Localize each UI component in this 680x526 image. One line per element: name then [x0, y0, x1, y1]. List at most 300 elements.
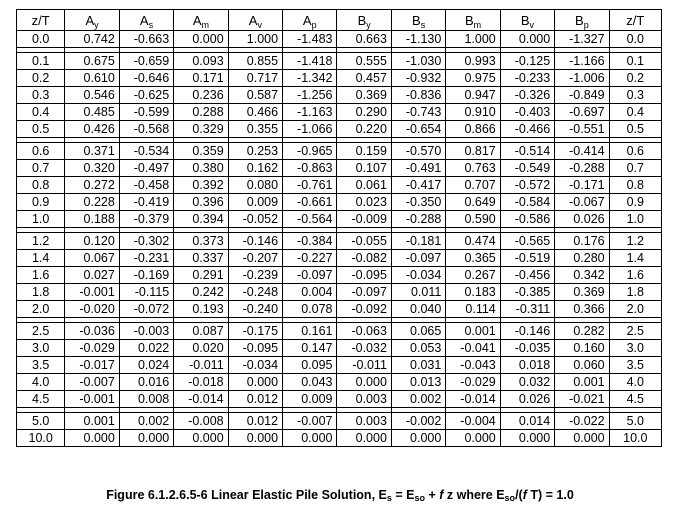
coefficient-cell: 0.272: [65, 177, 119, 194]
coefficient-cell: 0.009: [283, 391, 337, 408]
coefficient-cell: -0.697: [555, 104, 609, 121]
coefficient-cell: 0.369: [337, 87, 391, 104]
coefficient-cell: -0.067: [555, 194, 609, 211]
column-header: [228, 10, 282, 31]
depth-cell: 0.4: [17, 104, 65, 121]
coefficient-cell: -0.146: [228, 233, 282, 250]
coefficient-cell: -0.743: [391, 104, 445, 121]
coefficient-cell: 0.176: [555, 233, 609, 250]
table-row: [17, 250, 662, 267]
coefficient-cell: -0.288: [555, 160, 609, 177]
coefficient-cell: -0.414: [555, 143, 609, 160]
coefficient-cell: -0.007: [283, 413, 337, 430]
coefficient-cell: 0.817: [446, 143, 500, 160]
coefficient-cell: -0.599: [119, 104, 173, 121]
coefficient-table: [16, 9, 662, 447]
caption-eso-sub: so: [414, 493, 425, 503]
coefficient-cell: -0.350: [391, 194, 445, 211]
coefficient-cell: 0.555: [337, 53, 391, 70]
depth-cell: 1.4: [17, 250, 65, 267]
depth-cell: 0.8: [17, 177, 65, 194]
coefficient-cell: 0.024: [119, 357, 173, 374]
coefficient-cell: 0.193: [174, 301, 228, 318]
depth-cell: 1.6: [609, 267, 661, 284]
coefficient-cell: 0.060: [555, 357, 609, 374]
coefficient-cell: -0.233: [500, 70, 554, 87]
coefficient-cell: 0.002: [391, 391, 445, 408]
coefficient-cell: 0.396: [174, 194, 228, 211]
table-row: [17, 233, 662, 250]
coefficient-cell: -0.175: [228, 323, 282, 340]
coefficient-cell: 0.220: [337, 121, 391, 138]
coefficient-cell: -1.066: [283, 121, 337, 138]
table-row: [17, 177, 662, 194]
coefficient-cell: -0.863: [283, 160, 337, 177]
coefficient-cell: 1.000: [228, 31, 282, 48]
coefficient-cell: -0.965: [283, 143, 337, 160]
coefficient-cell: -0.761: [283, 177, 337, 194]
table-row: [17, 430, 662, 447]
coefficient-cell: -0.055: [337, 233, 391, 250]
column-header: [65, 10, 119, 31]
coefficient-cell: 0.018: [500, 357, 554, 374]
coefficient-cell: 0.159: [337, 143, 391, 160]
coefficient-cell: -0.001: [65, 284, 119, 301]
coefficient-cell: -0.564: [283, 211, 337, 228]
depth-cell: 0.9: [609, 194, 661, 211]
coefficient-cell: -0.497: [119, 160, 173, 177]
coefficient-cell: -0.311: [500, 301, 554, 318]
coefficient-cell: 0.183: [446, 284, 500, 301]
coefficient-cell: -0.586: [500, 211, 554, 228]
coefficient-cell: 0.000: [174, 430, 228, 447]
caption-eso2-sub: so: [504, 493, 516, 503]
coefficient-cell: -0.836: [391, 87, 445, 104]
depth-cell: 1.0: [609, 211, 661, 228]
coefficient-cell: 0.013: [391, 374, 445, 391]
coefficient-cell: -0.240: [228, 301, 282, 318]
coefficient-cell: -0.565: [500, 233, 554, 250]
coefficient-cell: 0.000: [283, 430, 337, 447]
coefficient-cell: -0.082: [337, 250, 391, 267]
coefficient-cell: -0.239: [228, 267, 282, 284]
table-body: [17, 31, 662, 447]
coefficient-cell: -0.419: [119, 194, 173, 211]
table-row: [17, 374, 662, 391]
coefficient-cell: 0.000: [446, 430, 500, 447]
coefficient-cell: 0.369: [555, 284, 609, 301]
column-header: [337, 10, 391, 31]
coefficient-cell: -0.097: [391, 250, 445, 267]
coefficient-cell: 0.365: [446, 250, 500, 267]
depth-cell: 0.1: [609, 53, 661, 70]
column-header-subscript: v: [529, 19, 535, 30]
table-header-row: [17, 10, 662, 31]
column-header: [17, 10, 65, 31]
depth-cell: 0.0: [609, 31, 661, 48]
coefficient-cell: 0.910: [446, 104, 500, 121]
column-header-subscript: v: [257, 19, 262, 30]
coefficient-cell: -0.227: [283, 250, 337, 267]
coefficient-cell: -0.625: [119, 87, 173, 104]
coefficient-cell: -0.458: [119, 177, 173, 194]
coefficient-cell: -0.248: [228, 284, 282, 301]
coefficient-cell: 0.947: [446, 87, 500, 104]
coefficient-cell: -0.663: [119, 31, 173, 48]
coefficient-cell: 0.000: [391, 430, 445, 447]
coefficient-cell: 0.022: [119, 340, 173, 357]
column-header: [391, 10, 445, 31]
coefficient-cell: 0.027: [65, 267, 119, 284]
coefficient-cell: -0.534: [119, 143, 173, 160]
depth-cell: 1.4: [609, 250, 661, 267]
depth-cell: 2.5: [17, 323, 65, 340]
coefficient-cell: -0.003: [119, 323, 173, 340]
depth-cell: 3.5: [609, 357, 661, 374]
depth-cell: 0.3: [17, 87, 65, 104]
figure-caption: [0, 488, 680, 502]
column-header: [609, 10, 661, 31]
depth-cell: 1.8: [17, 284, 65, 301]
coefficient-cell: 0.649: [446, 194, 500, 211]
coefficient-cell: -0.568: [119, 121, 173, 138]
column-header-label: A: [139, 12, 149, 28]
coefficient-cell: 0.009: [228, 194, 282, 211]
coefficient-cell: -0.063: [337, 323, 391, 340]
coefficient-cell: 0.366: [555, 301, 609, 318]
depth-cell: 0.0: [17, 31, 65, 48]
coefficient-cell: 0.610: [65, 70, 119, 87]
coefficient-cell: -0.018: [174, 374, 228, 391]
column-header-label: A: [302, 12, 312, 28]
coefficient-cell: 0.236: [174, 87, 228, 104]
coefficient-cell: 0.457: [337, 70, 391, 87]
depth-cell: 0.9: [17, 194, 65, 211]
depth-cell: 3.5: [17, 357, 65, 374]
coefficient-cell: 0.188: [65, 211, 119, 228]
coefficient-cell: 0.016: [119, 374, 173, 391]
coefficient-cell: -1.163: [283, 104, 337, 121]
table-row: [17, 413, 662, 430]
depth-cell: 0.4: [609, 104, 661, 121]
depth-cell: 5.0: [17, 413, 65, 430]
coefficient-cell: -0.384: [283, 233, 337, 250]
coefficient-cell: 0.003: [337, 413, 391, 430]
coefficient-cell: 0.065: [391, 323, 445, 340]
column-header-subscript: s: [420, 19, 426, 30]
caption-div-open: /(: [515, 488, 523, 502]
coefficient-cell: -1.166: [555, 53, 609, 70]
table-row: [17, 160, 662, 177]
coefficient-cell: -0.181: [391, 233, 445, 250]
table-row: [17, 267, 662, 284]
coefficient-cell: 0.763: [446, 160, 500, 177]
depth-cell: 0.7: [17, 160, 65, 177]
coefficient-cell: -0.029: [446, 374, 500, 391]
column-header-subscript: m: [473, 19, 482, 30]
coefficient-cell: -0.125: [500, 53, 554, 70]
column-header: [555, 10, 609, 31]
coefficient-cell: 0.242: [174, 284, 228, 301]
coefficient-cell: -0.011: [174, 357, 228, 374]
coefficient-cell: 0.053: [391, 340, 445, 357]
depth-cell: 1.6: [17, 267, 65, 284]
coefficient-cell: -0.551: [555, 121, 609, 138]
depth-cell: 0.5: [17, 121, 65, 138]
column-header: [283, 10, 337, 31]
coefficient-cell: -1.483: [283, 31, 337, 48]
coefficient-cell: 0.590: [446, 211, 500, 228]
caption-es-sub: s: [386, 493, 392, 503]
coefficient-cell: -0.519: [500, 250, 554, 267]
coefficient-cell: 0.320: [65, 160, 119, 177]
coefficient-cell: -0.008: [174, 413, 228, 430]
column-header-label: B: [575, 12, 584, 28]
column-header-label: z/T: [626, 12, 645, 28]
coefficient-cell: -0.379: [119, 211, 173, 228]
coefficient-cell: -0.017: [65, 357, 119, 374]
coefficient-cell: 0.282: [555, 323, 609, 340]
coefficient-cell: 0.000: [65, 430, 119, 447]
coefficient-cell: -0.661: [283, 194, 337, 211]
table-row: [17, 87, 662, 104]
coefficient-cell: -0.097: [337, 284, 391, 301]
coefficient-cell: 0.067: [65, 250, 119, 267]
column-header-subscript: p: [583, 19, 589, 30]
coefficient-cell: 0.342: [555, 267, 609, 284]
column-header: [446, 10, 500, 31]
coefficient-cell: -0.115: [119, 284, 173, 301]
coefficient-cell: -0.004: [446, 413, 500, 430]
table-row: [17, 31, 662, 48]
coefficient-cell: -0.514: [500, 143, 554, 160]
depth-cell: 0.3: [609, 87, 661, 104]
coefficient-cell: 0.020: [174, 340, 228, 357]
coefficient-cell: 0.975: [446, 70, 500, 87]
coefficient-cell: 0.253: [228, 143, 282, 160]
coefficient-cell: -1.327: [555, 31, 609, 48]
depth-cell: 0.2: [609, 70, 661, 87]
coefficient-cell: 0.675: [65, 53, 119, 70]
coefficient-cell: 0.392: [174, 177, 228, 194]
coefficient-cell: 0.160: [555, 340, 609, 357]
coefficient-cell: 0.032: [500, 374, 554, 391]
coefficient-cell: -0.011: [337, 357, 391, 374]
coefficient-cell: 0.001: [555, 374, 609, 391]
depth-cell: 0.1: [17, 53, 65, 70]
table-row: [17, 70, 662, 87]
coefficient-cell: 0.003: [337, 391, 391, 408]
coefficient-cell: 0.280: [555, 250, 609, 267]
coefficient-cell: -0.466: [500, 121, 554, 138]
table-row: [17, 340, 662, 357]
table-row: [17, 211, 662, 228]
coefficient-cell: -0.032: [337, 340, 391, 357]
coefficient-cell: -1.418: [283, 53, 337, 70]
coefficient-cell: 0.742: [65, 31, 119, 48]
coefficient-cell: 0.474: [446, 233, 500, 250]
coefficient-cell: 0.061: [337, 177, 391, 194]
table-row: [17, 301, 662, 318]
coefficient-cell: -0.041: [446, 340, 500, 357]
coefficient-cell: 0.008: [119, 391, 173, 408]
coefficient-cell: 0.466: [228, 104, 282, 121]
column-header-subscript: y: [94, 19, 99, 30]
coefficient-cell: 0.120: [65, 233, 119, 250]
table-row: [17, 143, 662, 160]
caption-z-part: z where E: [443, 488, 505, 502]
coefficient-cell: 0.080: [228, 177, 282, 194]
coefficient-cell: -0.097: [283, 267, 337, 284]
coefficient-cell: 0.095: [283, 357, 337, 374]
table-row: [17, 357, 662, 374]
column-header-label: z/T: [31, 12, 50, 28]
depth-cell: 10.0: [17, 430, 65, 447]
caption-f-symbol: f: [439, 488, 444, 502]
coefficient-cell: -0.043: [446, 357, 500, 374]
caption-f-symbol-2: f: [522, 488, 527, 502]
coefficient-cell: -0.035: [500, 340, 554, 357]
coefficient-cell: -0.092: [337, 301, 391, 318]
coefficient-cell: 0.663: [337, 31, 391, 48]
coefficient-cell: 0.011: [391, 284, 445, 301]
depth-cell: 2.0: [609, 301, 661, 318]
coefficient-cell: 0.290: [337, 104, 391, 121]
coefficient-cell: 0.161: [283, 323, 337, 340]
column-header-label: A: [85, 12, 95, 28]
coefficient-cell: -0.001: [65, 391, 119, 408]
coefficient-cell: 0.228: [65, 194, 119, 211]
coefficient-cell: -0.095: [228, 340, 282, 357]
coefficient-cell: -0.326: [500, 87, 554, 104]
coefficient-cell: -0.020: [65, 301, 119, 318]
coefficient-cell: -0.095: [337, 267, 391, 284]
depth-cell: 4.5: [17, 391, 65, 408]
depth-cell: 4.5: [609, 391, 661, 408]
coefficient-cell: -0.456: [500, 267, 554, 284]
coefficient-cell: 0.855: [228, 53, 282, 70]
depth-cell: 0.6: [609, 143, 661, 160]
coefficient-cell: 0.355: [228, 121, 282, 138]
coefficient-cell: -0.417: [391, 177, 445, 194]
coefficient-cell: 0.717: [228, 70, 282, 87]
coefficient-cell: 0.329: [174, 121, 228, 138]
coefficient-cell: 0.002: [119, 413, 173, 430]
coefficient-cell: 0.000: [500, 430, 554, 447]
coefficient-cell: -0.072: [119, 301, 173, 318]
coefficient-cell: 0.587: [228, 87, 282, 104]
depth-cell: 4.0: [17, 374, 65, 391]
coefficient-cell: -0.659: [119, 53, 173, 70]
table-row: [17, 284, 662, 301]
coefficient-cell: 0.993: [446, 53, 500, 70]
coefficient-cell: 0.000: [555, 430, 609, 447]
coefficient-cell: 0.023: [337, 194, 391, 211]
coefficient-cell: 0.147: [283, 340, 337, 357]
table-row: [17, 121, 662, 138]
table-row: [17, 53, 662, 70]
depth-cell: 0.6: [17, 143, 65, 160]
depth-cell: 3.0: [17, 340, 65, 357]
coefficient-cell: 0.000: [228, 430, 282, 447]
coefficient-cell: -0.036: [65, 323, 119, 340]
coefficient-cell: -0.022: [555, 413, 609, 430]
coefficient-cell: -0.002: [391, 413, 445, 430]
coefficient-cell: 0.426: [65, 121, 119, 138]
coefficient-cell: 0.078: [283, 301, 337, 318]
column-header-subscript: m: [201, 19, 210, 30]
coefficient-cell: 0.000: [337, 374, 391, 391]
column-header-label: B: [357, 12, 367, 28]
coefficient-cell: 0.107: [337, 160, 391, 177]
column-header-label: B: [520, 12, 530, 28]
table-row: [17, 391, 662, 408]
coefficient-cell: -0.549: [500, 160, 554, 177]
column-header: [500, 10, 554, 31]
coefficient-cell: 0.031: [391, 357, 445, 374]
coefficient-cell: 0.485: [65, 104, 119, 121]
coefficient-cell: -0.570: [391, 143, 445, 160]
column-header-subscript: p: [311, 19, 317, 30]
column-header: [174, 10, 228, 31]
coefficient-cell: 0.026: [500, 391, 554, 408]
coefficient-cell: -0.491: [391, 160, 445, 177]
coefficient-cell: 0.012: [228, 391, 282, 408]
coefficient-cell: 0.000: [119, 430, 173, 447]
depth-cell: 0.5: [609, 121, 661, 138]
coefficient-cell: 0.546: [65, 87, 119, 104]
coefficient-cell: 0.288: [174, 104, 228, 121]
coefficient-cell: 0.371: [65, 143, 119, 160]
coefficient-cell: -0.572: [500, 177, 554, 194]
coefficient-cell: -0.403: [500, 104, 554, 121]
depth-cell: 1.8: [609, 284, 661, 301]
coefficient-cell: 0.394: [174, 211, 228, 228]
coefficient-cell: 0.000: [228, 374, 282, 391]
coefficient-cell: -0.021: [555, 391, 609, 408]
coefficient-cell: -1.006: [555, 70, 609, 87]
coefficient-cell: 0.291: [174, 267, 228, 284]
depth-cell: 1.2: [609, 233, 661, 250]
depth-cell: 1.0: [17, 211, 65, 228]
coefficient-cell: 0.004: [283, 284, 337, 301]
coefficient-cell: 0.162: [228, 160, 282, 177]
coefficient-cell: 0.093: [174, 53, 228, 70]
coefficient-cell: 0.040: [391, 301, 445, 318]
depth-cell: 5.0: [609, 413, 661, 430]
coefficient-cell: 0.043: [283, 374, 337, 391]
depth-cell: 2.0: [17, 301, 65, 318]
coefficient-cell: 0.114: [446, 301, 500, 318]
caption-prefix: Figure 6.1.2.6.5-6 Linear Elastic Pile Solution, E: [106, 488, 387, 502]
coefficient-cell: 0.171: [174, 70, 228, 87]
coefficient-cell: -0.029: [65, 340, 119, 357]
depth-cell: 4.0: [609, 374, 661, 391]
coefficient-cell: -1.342: [283, 70, 337, 87]
coefficient-cell: 0.026: [555, 211, 609, 228]
column-header-label: B: [464, 12, 474, 28]
coefficient-cell: -0.169: [119, 267, 173, 284]
coefficient-cell: 0.000: [337, 430, 391, 447]
coefficient-cell: -0.302: [119, 233, 173, 250]
depth-cell: 0.8: [609, 177, 661, 194]
coefficient-cell: -0.231: [119, 250, 173, 267]
coefficient-cell: -0.849: [555, 87, 609, 104]
coefficient-cell: -0.654: [391, 121, 445, 138]
table-row: [17, 104, 662, 121]
caption-tail: T) = 1.0: [526, 488, 574, 502]
coefficient-cell: 1.000: [446, 31, 500, 48]
